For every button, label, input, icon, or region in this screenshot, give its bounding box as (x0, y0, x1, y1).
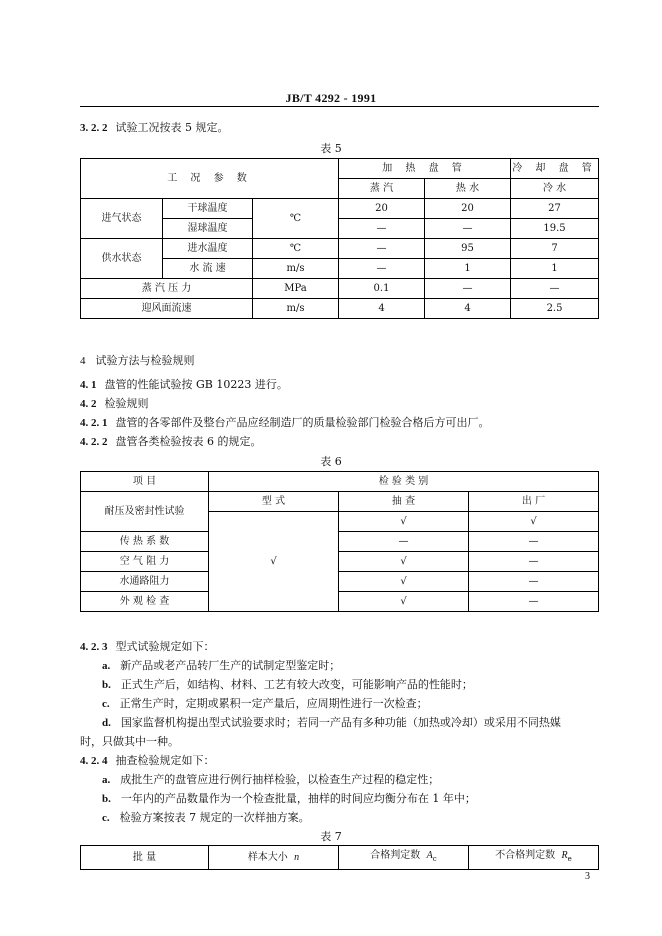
table-cell-name: 迎风面流速 (81, 299, 253, 319)
table-cell-cold: 19.5 (511, 219, 599, 239)
clause-number: 4. 2. 2 (80, 436, 108, 448)
table-cell-steam: — (339, 259, 425, 279)
table-cell-sampling: √ (339, 552, 469, 572)
table5-sub-steam: 蒸 汽 (339, 179, 425, 199)
clause-4-2-1 (80, 414, 490, 430)
page-number: 3 (585, 871, 590, 882)
list-item: a. 成批生产的盘管应进行例行抽样检验，以检查生产过程的稳定性； (102, 773, 440, 786)
table-cell-group: 进气状态 (81, 199, 163, 239)
clause-text: 盘管的各零部件及整台产品应经制造厂的质量检验部门检验合格后方可出厂。 (115, 416, 490, 429)
table7-header-batch: 批 量 (81, 846, 209, 870)
table-cell-group: 供水状态 (81, 239, 163, 279)
table6-header-category: 检 验 类 别 (209, 472, 599, 492)
table6 (80, 471, 599, 612)
table-cell-steam: — (339, 239, 425, 259)
table5-header-cooling: 冷 却 盘 管 (511, 159, 599, 179)
clause-number: 4. 2. 3 (80, 641, 108, 653)
table-row (81, 846, 599, 870)
table-cell-sampling: √ (339, 572, 469, 592)
section-4-heading (80, 352, 195, 368)
reject-symbol: R (561, 850, 568, 861)
table-cell-item: 传 热 系 数 (81, 532, 209, 552)
table6-header-item: 项 目 (81, 472, 209, 492)
table-row (81, 472, 599, 492)
table-cell-name: 水 流 速 (163, 259, 253, 279)
table-cell-type-mark: √ (209, 512, 339, 612)
table-cell-item: 空 气 阻 力 (81, 552, 209, 572)
table6-caption: 表 6 (320, 455, 342, 468)
table-cell-cold: 2.5 (511, 299, 599, 319)
table-row (81, 239, 599, 259)
table5-sub-cold-water: 冷 水 (511, 179, 599, 199)
table-cell-cold: 7 (511, 239, 599, 259)
table-cell-factory: √ (469, 512, 599, 532)
table-cell-sampling: √ (339, 592, 469, 612)
list-item: c. 检验方案按表 7 规定的一次样抽方案。 (102, 811, 310, 824)
clause-4-2 (80, 395, 149, 411)
table-cell-steam: — (339, 219, 425, 239)
accept-symbol: A (426, 850, 433, 861)
table-cell-unit: m/s (253, 259, 339, 279)
table-cell-steam: 4 (339, 299, 425, 319)
table-cell-factory: — (469, 552, 599, 572)
table-cell-cold: 27 (511, 199, 599, 219)
table-cell-hot: — (425, 279, 511, 299)
table6-sub-sampling: 抽 查 (339, 492, 469, 512)
clause-3-2-2 (80, 119, 229, 135)
table-cell-unit: m/s (253, 299, 339, 319)
table7-header-accept: 合格判定数 $A_c$ (339, 846, 469, 870)
clause-number: 4. 1 (80, 379, 97, 391)
list-item: b. 正式生产后，如结构、材料、工艺有较大改变，可能影响产品的性能时； (102, 678, 473, 691)
section-title: 试验方法与检验规则 (95, 354, 195, 367)
table-cell-cold: 1 (511, 259, 599, 279)
table-cell-hot: 20 (425, 199, 511, 219)
table-row (81, 299, 599, 319)
clause-number: 4. 2 (80, 398, 97, 410)
table-row (81, 572, 599, 592)
standard-code-header: JB/T 4292 - 1991 (285, 91, 377, 105)
table-row (81, 279, 599, 299)
table5-caption: 表 5 (320, 142, 342, 155)
table-cell-name: 蒸 汽 压 力 (81, 279, 253, 299)
section-number: 4 (80, 355, 86, 367)
list-item: b. 一年内的产品数量作为一个检查批量，抽样的时间应均衡分布在 1 年中； (102, 792, 476, 805)
table-cell-hot: 1 (425, 259, 511, 279)
table-cell-unit: ℃ (253, 239, 339, 259)
clause-4-1 (80, 376, 288, 392)
table-cell-steam: 0.1 (339, 279, 425, 299)
table-cell-cold: — (511, 279, 599, 299)
clause-text: 盘管各类检验按表 6 的规定。 (115, 435, 262, 448)
table-cell-sampling: √ (339, 512, 469, 532)
table-row (81, 159, 599, 179)
table-cell-item: 耐压及密封性试验 (81, 492, 209, 532)
table-cell-unit: MPa (253, 279, 339, 299)
table-cell-name: 干球温度 (163, 199, 253, 219)
sample-size-symbol: n (294, 852, 300, 863)
list-item: c. 正常生产时，定期或累积一定产量后，应周期性进行一次检查； (102, 697, 428, 710)
table7 (80, 845, 599, 870)
list-item: a. 新产品或老产品转厂生产的试制定型鉴定时； (102, 659, 341, 672)
table-cell-sampling: — (339, 532, 469, 552)
table-cell-hot: — (425, 219, 511, 239)
list-item: d. 国家监督机构提出型式试验要求时；若同一产品有多种功能（加热或冷却）或采用不同热媒 (102, 716, 561, 729)
table-cell-name: 进水温度 (163, 239, 253, 259)
table7-caption: 表 7 (320, 830, 342, 843)
table-cell-steam: 20 (339, 199, 425, 219)
clause-4-2-2 (80, 433, 262, 449)
table6-sub-type: 型 式 (209, 492, 339, 512)
clause-text: 型式试验规定如下： (115, 640, 215, 653)
table-cell-hot: 4 (425, 299, 511, 319)
clause-text: 抽查检验规定如下： (115, 754, 215, 767)
table-cell-factory: — (469, 532, 599, 552)
table5 (80, 158, 599, 319)
clause-4-2-4 (80, 752, 215, 768)
table-row (81, 552, 599, 572)
table-cell-hot: 95 (425, 239, 511, 259)
table-row (81, 199, 599, 219)
table-cell-item: 外 观 检 查 (81, 592, 209, 612)
table-cell-item: 水通路阻力 (81, 572, 209, 592)
header-rule (80, 106, 599, 107)
table-cell-unit: ℃ (253, 199, 339, 239)
clause-number: 4. 2. 1 (80, 417, 108, 429)
table-row (81, 532, 599, 552)
table7-header-reject: 不合格判定数 $R_e$ (469, 846, 599, 870)
list-item-continuation: 时，只做其中一种。 (80, 735, 179, 748)
table5-header-heating: 加 热 盘 管 (339, 159, 511, 179)
table5-header-params: 工 况 参 数 (81, 159, 339, 199)
clause-number: 4. 2. 4 (80, 755, 108, 767)
table7-header-sample: 样本大小 n (209, 846, 339, 870)
table-cell-name: 湿球温度 (163, 219, 253, 239)
table6-sub-factory: 出 厂 (469, 492, 599, 512)
table5-sub-hot-water: 热 水 (425, 179, 511, 199)
table-row (81, 492, 599, 512)
clause-text: 盘管的性能试验按 GB 10223 进行。 (104, 378, 288, 391)
clause-text: 检验规则 (104, 397, 149, 410)
clause-number: 3. 2. 2 (80, 122, 108, 134)
table-cell-factory: — (469, 572, 599, 592)
table-cell-factory: — (469, 592, 599, 612)
clause-4-2-3 (80, 638, 215, 654)
table-row (81, 592, 599, 612)
clause-text: 试验工况按表 5 规定。 (115, 121, 229, 134)
